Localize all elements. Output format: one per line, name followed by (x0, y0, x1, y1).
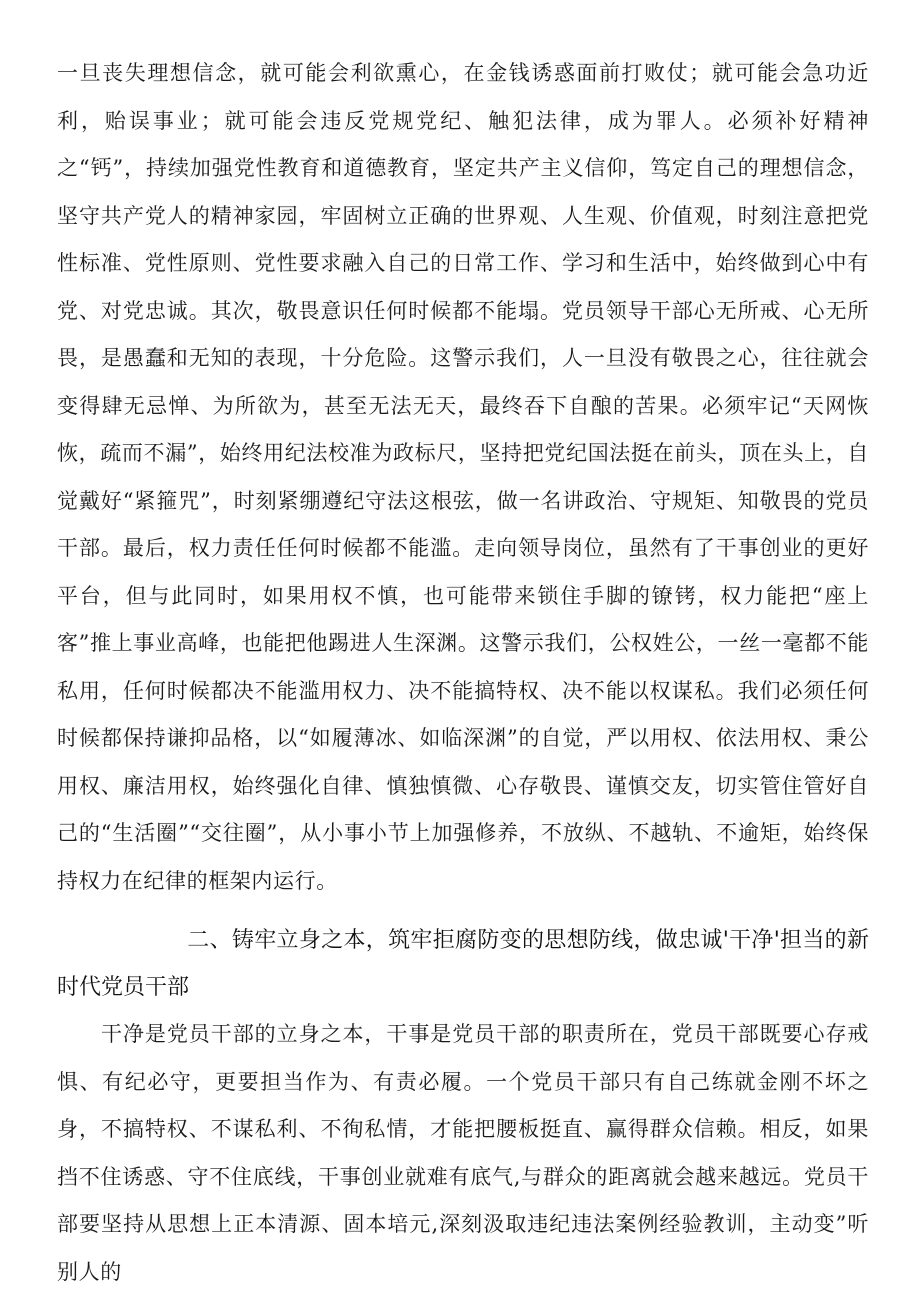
section-heading-text: 二、铸牢立身之本，筑牢拒腐防变的思想防线，做忠诚'干净'担当的新时代党员干部 (57, 928, 869, 1000)
section-heading (57, 917, 869, 1011)
body-paragraph: 干净是党员干部的立身之本，干事是党员干部的职责所在，党员干部既要心存戒惧、有纪必守，更要担当作为、有责必履。一个党员干部只有自己练就金刚不坏之身，不搞特权、不谋私利、不徇私情，才能把腰板挺直、赢得群众信赖。相反，如果挡不住诱惑、守不住底线，干事创业就难有底气,与群众的距离就会越来越远。党员干部要坚持从思想上正本清源、固本培元,深刻汲取违纪违法案例经验教训，主动变”听别人的 (57, 1022, 869, 1284)
document-body (57, 50, 869, 1296)
body-paragraph-continued: 一旦丧失理想信念，就可能会利欲熏心，在金钱诱惑面前打败仗；就可能会急功近利，贻误事业；就可能会违反党规党纪、触犯法律，成为罪人。必须补好精神之“钙”，持续加强党性教育和道德教育，坚定共产主义信仰，笃定自己的理想信念，坚守共产党人的精神家园，牢固树立正确的世界观、人生观、价值观，时刻注意把党性标准、党性原则、党性要求融入自己的日常工作、学习和生活中，始终做到心中有党、对党忠诚。其次，敬畏意识任何时候都不能塌。党员领导干部心无所戒、心无所畏，是愚蠢和无知的表现，十分危险。这警示我们，人一旦没有敬畏之心，往往就会变得肆无忌惮、为所欲为，甚至无法无天，最终吞下自酿的苦果。必须牢记“天网恢恢，疏而不漏”，始终用纪法校准为政标尺，坚持把党纪国法挺在前头，顶在头上，自觉戴好“紧箍咒”，时刻紧绷遵纪守法这根弦，做一名讲政治、守规矩、知敬畏的党员干部。最后，权力责任任何时候都不能滥。走向领导岗位，虽然有了干事创业的更好平台，但与此同时，如果用权不慎，也可能带来锁住手脚的镣铐，权力能把“座上客”推上事业高峰，也能把他踢进人生深渊。这警示我们，公权姓公，一丝一毫都不能私用，任何时候都决不能滥用权力、决不能搞特权、决不能以权谋私。我们必须任何时候都保持谦抑品格，以“如履薄冰、如临深渊”的自觉，严以用权、依法用权、秉公用权、廉洁用权，始终强化自律、慎独慎微、心存敬畏、谨慎交友，切实管住管好自己的“生活圈”“交往圈”，从小事小节上加强修养，不放纵、不越轨、不逾矩，始终保持权力在纪律的框架内运行。 (57, 61, 869, 893)
